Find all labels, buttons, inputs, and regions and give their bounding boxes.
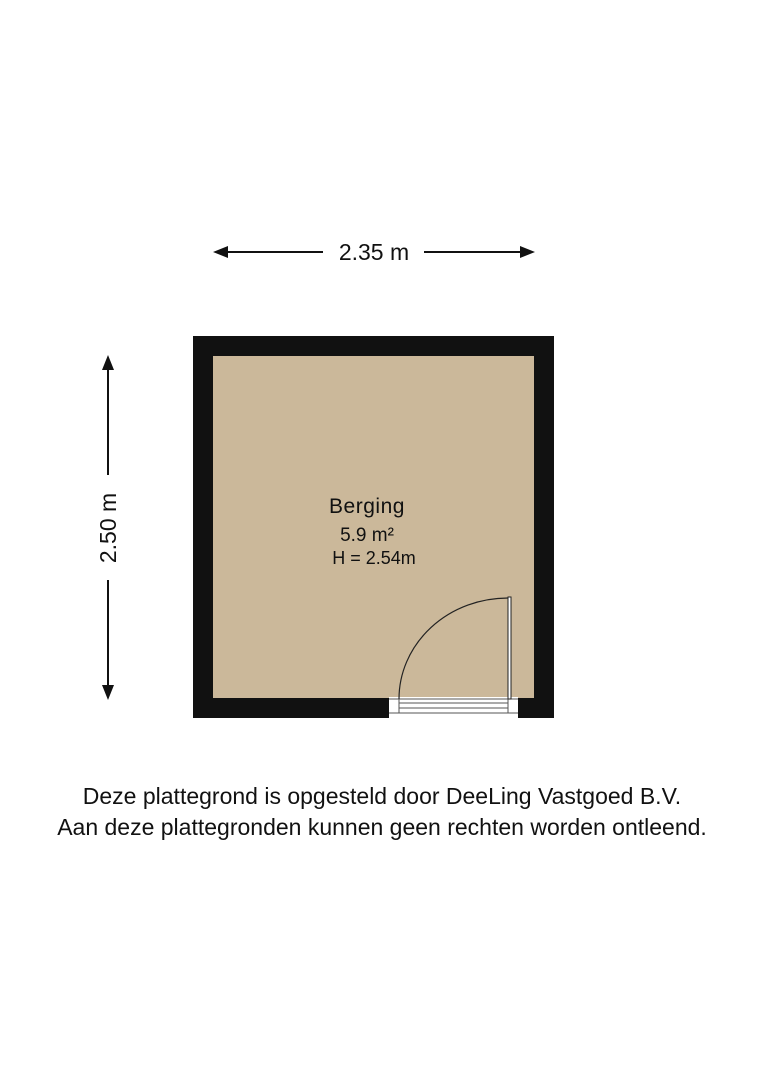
room-height: H = 2.54m bbox=[332, 548, 416, 568]
door-leaf bbox=[508, 597, 511, 699]
room-area: 5.9 m² bbox=[340, 525, 394, 546]
disclaimer-line-1: Deze plattegrond is opgesteld door DeeLing Vastgoed B.V. bbox=[82, 783, 682, 809]
width-dimension bbox=[213, 239, 535, 265]
depth-label: 2.50 m bbox=[95, 492, 121, 564]
room-name: Berging bbox=[329, 495, 405, 518]
width-label: 2.35 m bbox=[338, 239, 410, 265]
depth-dimension bbox=[95, 355, 121, 700]
room-berging bbox=[193, 336, 554, 719]
disclaimer-line-2: Aan deze plattegronden kunnen geen rechten worden ontleend. bbox=[57, 814, 707, 840]
